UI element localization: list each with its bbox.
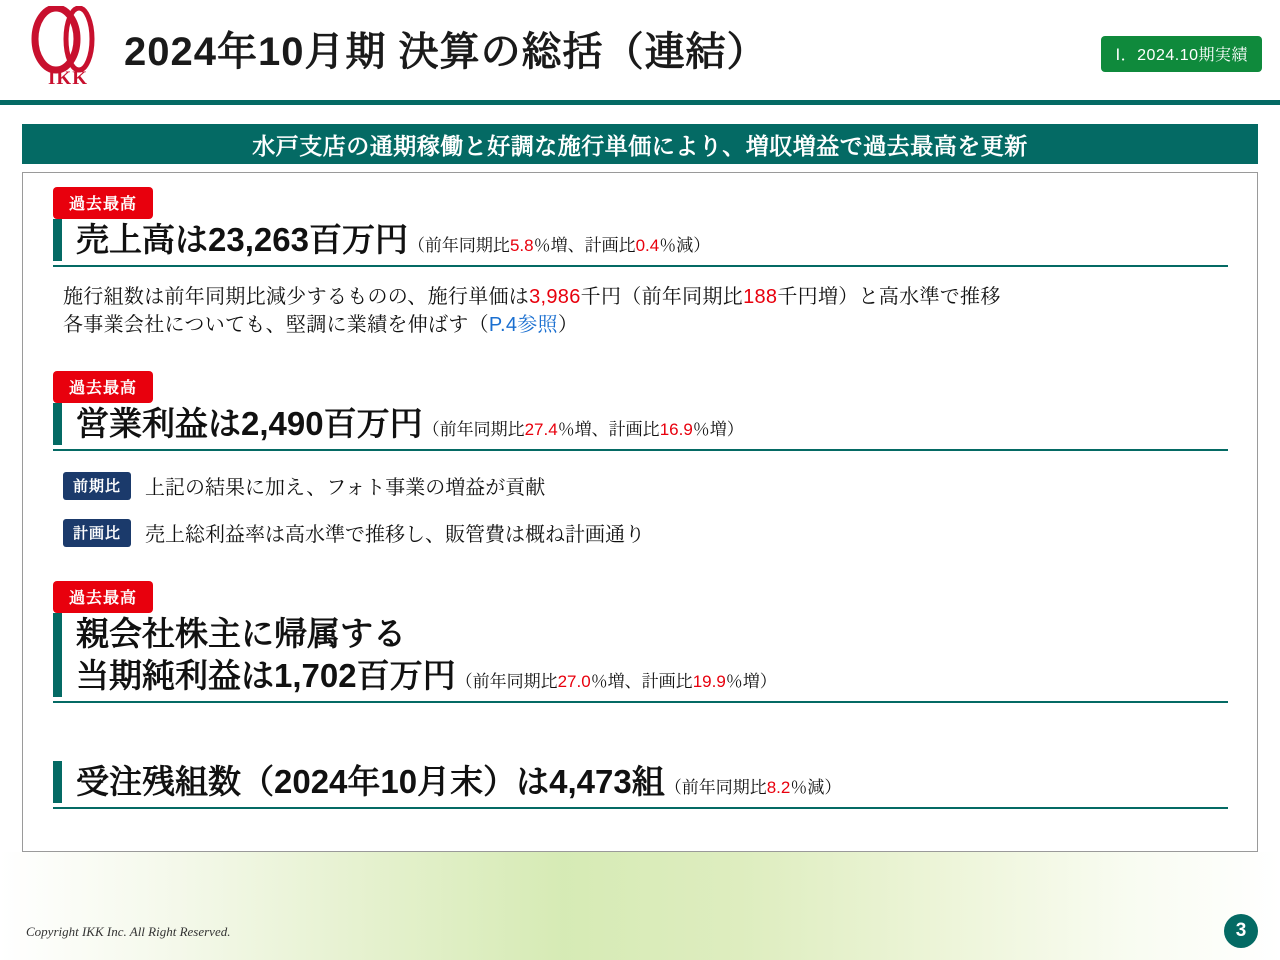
accent-bar: [53, 613, 62, 697]
operating-income-headline: [53, 403, 1228, 451]
record-high-badge-net: 過去最高: [53, 581, 153, 613]
copyright-text: Copyright IKK Inc. All Right Reserved.: [26, 924, 231, 939]
op-record-tag-wrap: [53, 371, 153, 403]
sales-detail-2a: 各事業会社についても、堅調に業績を伸ばす（: [63, 314, 489, 337]
sales-note-mid: ％増、計画比: [533, 236, 636, 255]
footer-decoration: [0, 852, 1280, 960]
record-high-badge-sales: 過去最高: [53, 187, 153, 219]
sales-value: 23,263: [208, 221, 309, 258]
backlog-note-yoy: 8.2: [766, 778, 791, 797]
page-reference-link[interactable]: P.4参照: [488, 314, 558, 337]
sales-label: 売上高は: [76, 221, 208, 258]
header-divider: [0, 100, 1280, 105]
net-note-yoy: 27.0: [557, 672, 591, 692]
content-panel: [22, 172, 1258, 852]
net-note-mid: ％増、計画比: [590, 672, 693, 692]
yoy-badge: 前期比: [63, 472, 131, 500]
sales-unit: 百万円: [308, 221, 408, 258]
operating-note-open: （前年同期比: [422, 420, 525, 439]
sales-detail-2b: ）: [557, 314, 579, 337]
operating-note-yoy: 27.4: [524, 420, 558, 439]
page-title: 2024年10月期 決算の総括（連結）: [124, 30, 768, 74]
net-income-label: 当期純利益は: [76, 657, 274, 695]
backlog-note-close: ％減）: [790, 778, 842, 797]
unit-price-value: 3,986: [529, 286, 581, 308]
net-income-headline: [53, 613, 1228, 703]
sales-detail-text: [63, 283, 1223, 340]
operating-note-plan: 16.9: [659, 420, 693, 439]
operating-note: [423, 415, 744, 440]
sales-note-close: ％減）: [659, 236, 711, 255]
sales-detail-line-1: [63, 283, 1223, 311]
operating-label: 営業利益は: [76, 405, 241, 442]
operating-unit: 百万円: [323, 405, 423, 442]
operating-sub-text-2: 売上総利益率は高水準で推移し、販管費は概ね計画通り: [145, 524, 646, 546]
sales-detail-1b: 千円（前年同期比: [580, 286, 744, 308]
section-badge: Ⅰ．2024.10期実績: [1101, 36, 1262, 72]
operating-value: 2,490: [241, 405, 324, 442]
sales-headline: [53, 219, 1228, 267]
ikk-mark-icon: [22, 6, 114, 76]
sales-note-plan: 0.4: [635, 236, 660, 255]
accent-bar: [53, 403, 62, 445]
accent-bar: [53, 219, 62, 261]
backlog-label: 受注残組数（2024年10月末）は: [76, 763, 550, 800]
net-note-open: （前年同期比: [455, 672, 558, 692]
operating-sub-row-2: [63, 518, 645, 547]
sales-record-tag-wrap: [53, 187, 153, 219]
operating-note-mid: ％増、計画比: [557, 420, 660, 439]
backlog-unit: 組: [631, 763, 665, 800]
page-number-badge: 3: [1224, 914, 1258, 948]
net-income-unit: 百万円: [356, 657, 456, 695]
sales-note: [408, 231, 710, 256]
backlog-note: [665, 773, 842, 798]
sales-detail-1a: 施行組数は前年同期比減少するものの、施行単価は: [63, 286, 530, 308]
company-logo: [22, 6, 114, 92]
sales-detail-line-2: [63, 311, 1223, 339]
vs-plan-badge: 計画比: [63, 519, 131, 547]
sales-note-yoy: 5.8: [509, 236, 534, 255]
net-income-line1: 親会社株主に帰属する: [76, 615, 406, 652]
accent-bar: [53, 761, 62, 803]
operating-note-close: ％増）: [692, 420, 744, 439]
net-note-plan: 19.9: [692, 672, 726, 692]
backlog-note-open: （前年同期比: [664, 778, 767, 797]
net-income-value: 1,702: [274, 657, 357, 695]
operating-sub-row-1: [63, 471, 545, 500]
net-note-close: ％増）: [725, 672, 777, 692]
net-income-note: [456, 667, 777, 692]
slide-header: [0, 0, 1280, 100]
net-record-tag-wrap: [53, 581, 153, 613]
backlog-value: 4,473: [549, 763, 632, 800]
logo-wordmark: IKK: [48, 68, 88, 89]
operating-sub-text-1: 上記の結果に加え、フォト事業の増益が貢献: [145, 477, 546, 499]
sales-note-open: （前年同期比: [407, 236, 510, 255]
unit-price-delta: 188: [743, 286, 778, 308]
backlog-headline: [53, 761, 1228, 809]
sales-detail-1c: 千円増）と高水準で推移: [777, 286, 1001, 308]
record-high-badge-operating: 過去最高: [53, 371, 153, 403]
summary-band: 水戸支店の通期稼働と好調な施行単価により、増収増益で過去最高を更新: [22, 124, 1258, 164]
